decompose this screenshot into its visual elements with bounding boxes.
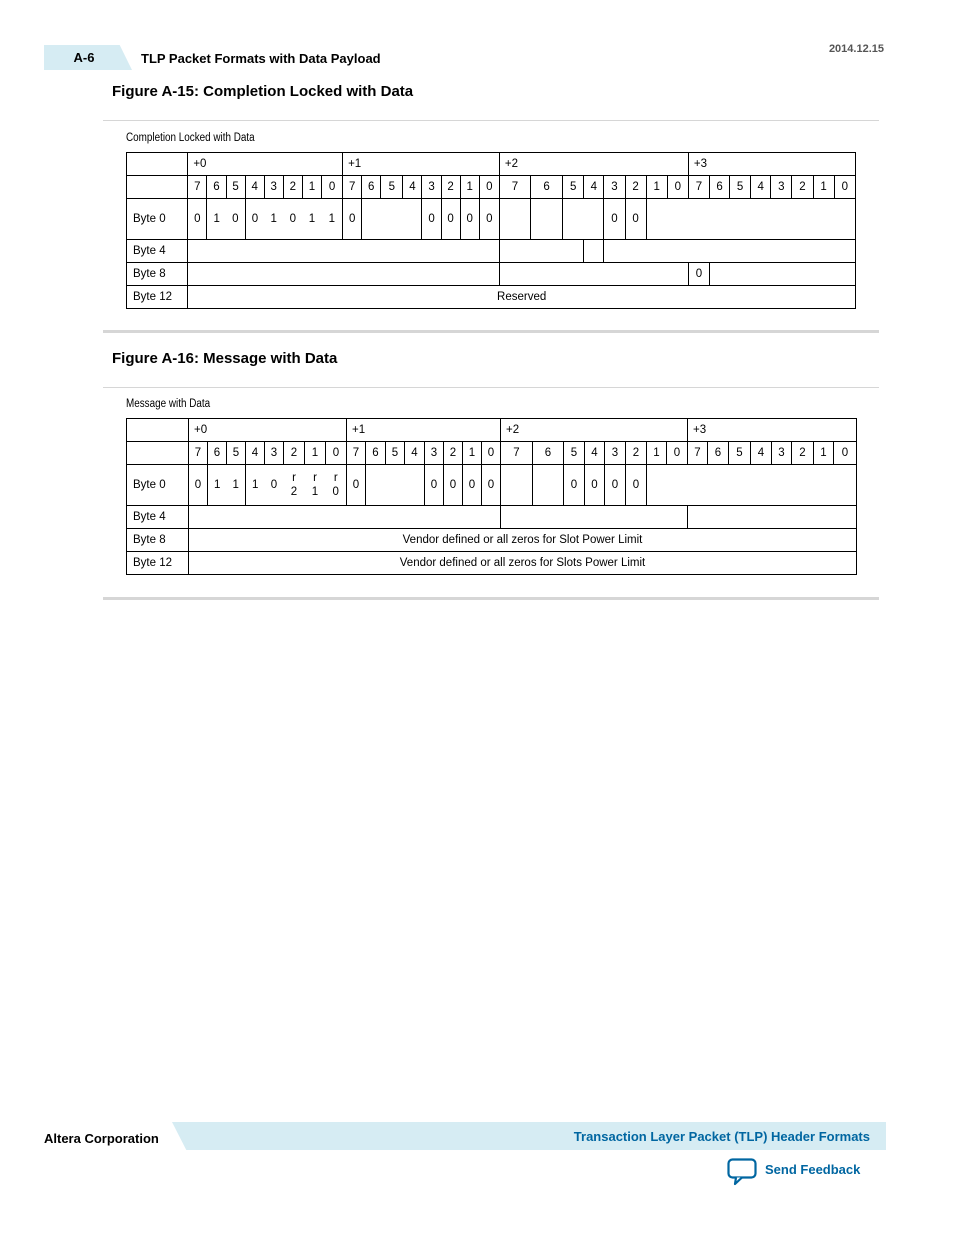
bit-number: 1 bbox=[302, 176, 321, 199]
bit-value: 1 bbox=[246, 465, 265, 506]
routing-bit-r2 bbox=[284, 465, 305, 506]
row-label: Byte 8 bbox=[127, 263, 188, 286]
bit-value: 0 bbox=[189, 465, 208, 506]
figure-a15-caption: Completion Locked with Data bbox=[126, 132, 255, 144]
row-label: Byte 0 bbox=[127, 465, 189, 506]
offset-label: +0 bbox=[189, 419, 347, 442]
bit-number: 0 bbox=[834, 442, 857, 465]
figure-a16-caption: Message with Data bbox=[126, 398, 211, 410]
figure-a16-bottom-rule bbox=[103, 597, 879, 600]
bit-value: 0 bbox=[245, 199, 264, 240]
bit-value: 0 bbox=[479, 199, 499, 240]
bit-value: 0 bbox=[463, 465, 482, 506]
bit-number: 3 bbox=[264, 176, 283, 199]
bit-value: 1 bbox=[264, 199, 283, 240]
bit-number: 6 bbox=[708, 442, 729, 465]
bit-number: 4 bbox=[751, 442, 772, 465]
bit-number: 5 bbox=[564, 442, 585, 465]
routing-bit-index: 0 bbox=[332, 486, 339, 498]
send-feedback-link[interactable] bbox=[727, 1158, 861, 1186]
figure-a15-top-rule bbox=[103, 120, 879, 121]
bit-value: 1 bbox=[321, 199, 342, 240]
bit-value: 0 bbox=[265, 465, 284, 506]
bit-number: 4 bbox=[585, 442, 605, 465]
vendor-defined-field: Vendor defined or all zeros for Slots Power Limit bbox=[189, 552, 857, 575]
row-label: Byte 12 bbox=[127, 286, 188, 309]
bit-number: 7 bbox=[688, 176, 709, 199]
revision-date: 2014.12.15 bbox=[828, 43, 884, 55]
bit-number: 4 bbox=[245, 176, 264, 199]
bit-number: 4 bbox=[403, 176, 422, 199]
page-number: A-6 bbox=[73, 50, 95, 65]
field-cell bbox=[584, 240, 604, 263]
field-cell bbox=[188, 240, 500, 263]
field-cell bbox=[563, 199, 604, 240]
bit-value: 0 bbox=[688, 263, 709, 286]
bit-number: 0 bbox=[321, 176, 342, 199]
bit-value: 1 bbox=[207, 199, 226, 240]
bit-number: 2 bbox=[626, 442, 647, 465]
bit-value: 0 bbox=[482, 465, 501, 506]
field-cell bbox=[499, 240, 583, 263]
field-cell bbox=[646, 199, 855, 240]
offset-label: +3 bbox=[688, 153, 855, 176]
figure-a15-bottom-rule bbox=[103, 330, 879, 333]
bit-number: 7 bbox=[499, 176, 530, 199]
bit-number: 3 bbox=[771, 176, 792, 199]
bit-value: 1 bbox=[227, 465, 246, 506]
field-cell bbox=[501, 506, 688, 529]
bit-number: 5 bbox=[563, 176, 584, 199]
bit-value: 0 bbox=[425, 465, 444, 506]
offset-label: +1 bbox=[343, 153, 500, 176]
send-feedback-label: Send Feedback bbox=[765, 1162, 861, 1177]
bit-number: 3 bbox=[425, 442, 444, 465]
bit-number: 7 bbox=[688, 442, 708, 465]
offset-row bbox=[127, 419, 857, 442]
section-title: TLP Packet Formats with Data Payload bbox=[141, 51, 381, 66]
bit-value: 0 bbox=[444, 465, 463, 506]
bit-number: 6 bbox=[362, 176, 381, 199]
row-label: Byte 0 bbox=[127, 199, 188, 240]
bit-number: 4 bbox=[246, 442, 265, 465]
field-cell bbox=[499, 199, 530, 240]
bit-number: 0 bbox=[667, 442, 688, 465]
field-cell bbox=[501, 465, 533, 506]
bit-value: 1 bbox=[208, 465, 227, 506]
bit-number: 5 bbox=[729, 442, 751, 465]
figure-a16-title: Figure A-16: Message with Data bbox=[112, 350, 338, 367]
figure-a16-top-rule bbox=[103, 387, 879, 388]
offset-label: +2 bbox=[501, 419, 688, 442]
bit-value: 0 bbox=[347, 465, 366, 506]
row-label: Byte 8 bbox=[127, 529, 189, 552]
routing-bit-r0 bbox=[326, 465, 347, 506]
bit-number: 0 bbox=[834, 176, 855, 199]
bit-number: 6 bbox=[533, 442, 564, 465]
routing-bit-index: 1 bbox=[311, 486, 319, 498]
bit-number: 6 bbox=[709, 176, 729, 199]
bit-value: 0 bbox=[604, 199, 625, 240]
routing-bit-letter: r bbox=[333, 472, 338, 484]
footer-chapter-link[interactable]: Transaction Layer Packet (TLP) Header Formats bbox=[573, 1129, 870, 1144]
bit-number: 5 bbox=[227, 442, 246, 465]
bit-number: 0 bbox=[667, 176, 688, 199]
bit-number: 4 bbox=[751, 176, 771, 199]
field-cell bbox=[188, 263, 500, 286]
bit-number-row bbox=[127, 176, 856, 199]
bit-number: 6 bbox=[207, 176, 226, 199]
bit-value: 0 bbox=[625, 199, 646, 240]
corner-cell bbox=[127, 176, 188, 199]
bit-value: 0 bbox=[226, 199, 245, 240]
bit-value: 0 bbox=[626, 465, 647, 506]
bit-number: 0 bbox=[326, 442, 347, 465]
bit-number: 2 bbox=[283, 176, 302, 199]
corner-cell bbox=[127, 442, 189, 465]
routing-bit-letter: r bbox=[292, 472, 296, 484]
bit-number: 6 bbox=[366, 442, 386, 465]
bit-value: 0 bbox=[188, 199, 207, 240]
bit-value: 0 bbox=[283, 199, 302, 240]
offset-label: +0 bbox=[188, 153, 343, 176]
offset-label: +1 bbox=[347, 419, 501, 442]
corner-cell bbox=[127, 419, 189, 442]
bit-number: 1 bbox=[647, 442, 667, 465]
bit-value: 0 bbox=[564, 465, 585, 506]
field-cell bbox=[604, 240, 856, 263]
bit-number: 2 bbox=[792, 442, 814, 465]
bit-number: 0 bbox=[479, 176, 499, 199]
bit-number: 1 bbox=[646, 176, 667, 199]
byte0-row bbox=[127, 199, 856, 240]
bit-number: 7 bbox=[501, 442, 533, 465]
routing-bit-r1 bbox=[305, 465, 326, 506]
bit-number: 1 bbox=[813, 176, 834, 199]
bit-value: 0 bbox=[460, 199, 479, 240]
footer-company: Altera Corporation bbox=[44, 1131, 159, 1146]
byte4-row bbox=[127, 506, 857, 529]
bit-number: 3 bbox=[422, 176, 441, 199]
bit-number: 2 bbox=[444, 442, 463, 465]
bit-number: 5 bbox=[386, 442, 405, 465]
bit-number: 2 bbox=[284, 442, 305, 465]
field-cell bbox=[362, 199, 422, 240]
field-cell bbox=[709, 263, 855, 286]
field-cell bbox=[366, 465, 425, 506]
bit-value: 0 bbox=[422, 199, 441, 240]
bit-number: 5 bbox=[730, 176, 751, 199]
bit-number: 3 bbox=[604, 176, 625, 199]
bit-number: 1 bbox=[305, 442, 326, 465]
bit-value: 0 bbox=[605, 465, 626, 506]
row-label: Byte 12 bbox=[127, 552, 189, 575]
bit-number: 7 bbox=[189, 442, 208, 465]
bit-number: 0 bbox=[482, 442, 501, 465]
field-cell bbox=[499, 263, 688, 286]
bit-number: 1 bbox=[463, 442, 482, 465]
bit-number: 3 bbox=[605, 442, 626, 465]
byte8-row bbox=[127, 529, 857, 552]
bit-number: 6 bbox=[208, 442, 227, 465]
field-cell bbox=[531, 199, 563, 240]
byte4-row bbox=[127, 240, 856, 263]
bit-number: 5 bbox=[226, 176, 245, 199]
bit-number-row bbox=[127, 442, 857, 465]
bit-number: 4 bbox=[584, 176, 604, 199]
byte12-row bbox=[127, 552, 857, 575]
bit-number: 3 bbox=[772, 442, 792, 465]
bit-number: 2 bbox=[625, 176, 646, 199]
corner-cell bbox=[127, 153, 188, 176]
bit-number: 5 bbox=[381, 176, 403, 199]
field-cell bbox=[189, 506, 501, 529]
bit-value: 1 bbox=[302, 199, 321, 240]
bit-value: 0 bbox=[441, 199, 460, 240]
vendor-defined-field: Vendor defined or all zeros for Slot Power Limit bbox=[189, 529, 857, 552]
bit-number: 7 bbox=[343, 176, 362, 199]
field-cell bbox=[533, 465, 564, 506]
field-cell bbox=[647, 465, 857, 506]
field-cell bbox=[688, 506, 857, 529]
offset-label: +2 bbox=[499, 153, 688, 176]
bit-number: 6 bbox=[531, 176, 563, 199]
row-label: Byte 4 bbox=[127, 506, 189, 529]
bit-number: 1 bbox=[814, 442, 834, 465]
byte12-row bbox=[127, 286, 856, 309]
offset-row bbox=[127, 153, 856, 176]
routing-bit-letter: r bbox=[313, 472, 317, 484]
routing-bit-index: 2 bbox=[290, 486, 298, 498]
reserved-field: Reserved bbox=[188, 286, 856, 309]
byte0-row bbox=[127, 465, 857, 506]
bit-value: 0 bbox=[585, 465, 605, 506]
bit-number: 1 bbox=[460, 176, 479, 199]
bit-number: 2 bbox=[792, 176, 813, 199]
completion-locked-table bbox=[126, 152, 856, 309]
message-with-data-table bbox=[126, 418, 857, 575]
offset-label: +3 bbox=[688, 419, 857, 442]
bit-number: 7 bbox=[347, 442, 366, 465]
bit-number: 2 bbox=[441, 176, 460, 199]
bit-number: 3 bbox=[265, 442, 284, 465]
bit-number: 7 bbox=[188, 176, 207, 199]
bit-value: 0 bbox=[343, 199, 362, 240]
byte8-row bbox=[127, 263, 856, 286]
figure-a15-title: Figure A-15: Completion Locked with Data bbox=[112, 83, 414, 100]
row-label: Byte 4 bbox=[127, 240, 188, 263]
bit-number: 4 bbox=[405, 442, 425, 465]
speech-bubble-icon bbox=[727, 1158, 759, 1186]
